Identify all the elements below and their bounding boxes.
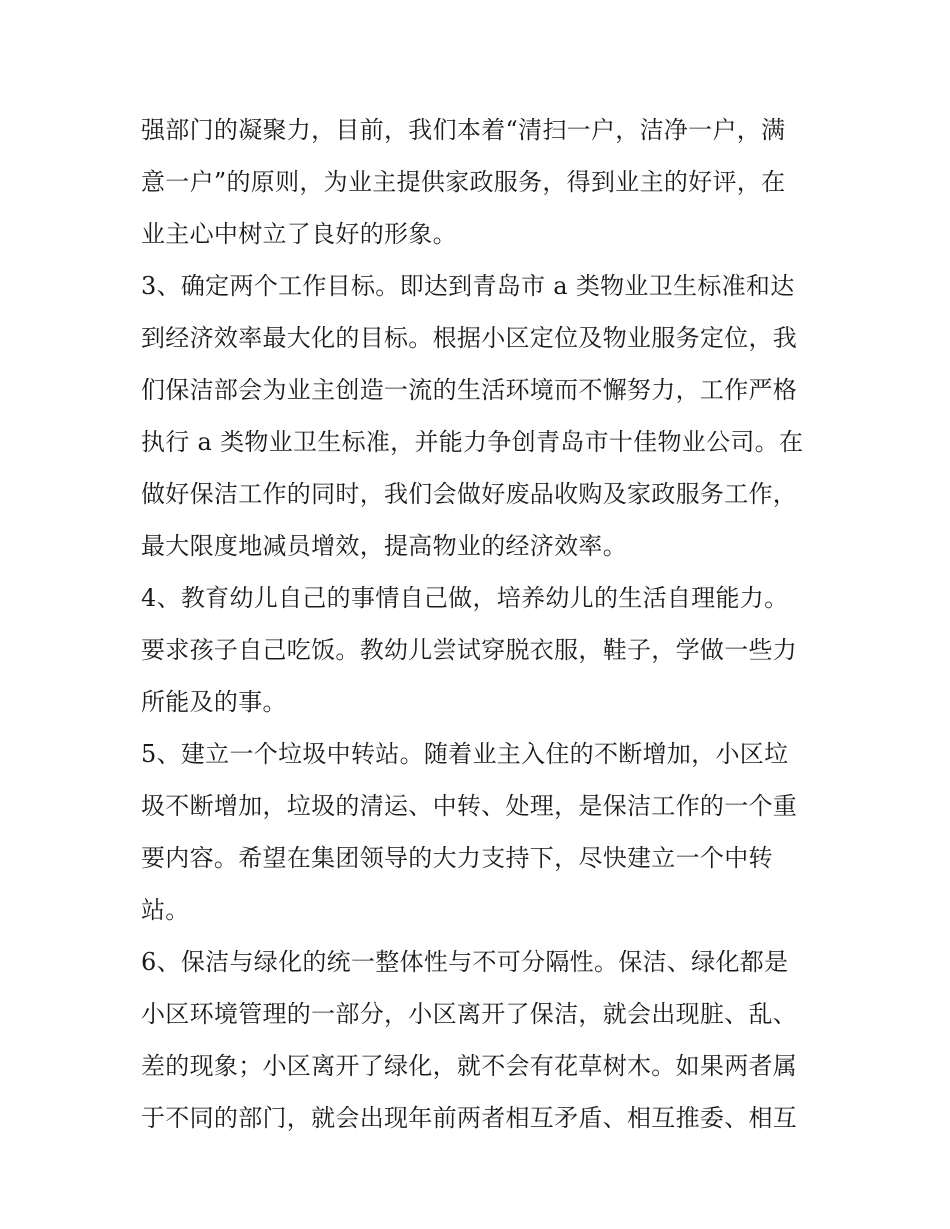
text-line: 执行 a 类物业卫生标准，并能力争创青岛市十佳物业公司。在 (141, 428, 804, 456)
text-line: 6、保洁与绿化的统一整体性与不可分隔性。保洁、绿化都是 (141, 948, 789, 976)
body-text (141, 104, 821, 1144)
text-line: 们保洁部会为业主创造一流的生活环境而不懈努力，工作严格 (141, 376, 798, 404)
text-line: 意一户”的原则，为业主提供家政服务，得到业主的好评，在 (141, 168, 786, 196)
text-line: 所能及的事。 (141, 688, 287, 716)
text-line: 于不同的部门，就会出现年前两者相互矛盾、相互推委、相互 (141, 1104, 798, 1132)
text-line: 圾不断增加，垃圾的清运、中转、处理，是保洁工作的一个重 (141, 792, 798, 820)
text-line: 要求孩子自己吃饭。教幼儿尝试穿脱衣服，鞋子，学做一些力 (141, 636, 798, 664)
text-line: 3、确定两个工作目标。即达到青岛市 a 类物业卫生标准和达 (141, 272, 795, 300)
text-line: 做好保洁工作的同时，我们会做好废品收购及家政服务工作， (141, 480, 798, 508)
text-line: 差的现象；小区离开了绿化，就不会有花草树木。如果两者属 (141, 1052, 798, 1080)
text-line: 要内容。希望在集团领导的大力支持下，尽快建立一个中转 (141, 844, 773, 872)
text-line: 最大限度地减员增效，提高物业的经济效率。 (141, 532, 627, 560)
text-line: 5、建立一个垃圾中转站。随着业主入住的不断增加，小区垃 (141, 740, 789, 768)
text-line: 强部门的凝聚力，目前，我们本着“清扫一户，洁净一户，满 (141, 116, 786, 144)
text-line: 到经济效率最大化的目标。根据小区定位及物业服务定位，我 (141, 324, 798, 352)
text-line: 业主心中树立了良好的形象。 (141, 220, 457, 248)
text-line: 4、教育幼儿自己的事情自己做，培养幼儿的生活自理能力。 (141, 584, 789, 612)
text-line: 小区环境管理的一部分，小区离开了保洁，就会出现脏、乱、 (141, 1000, 798, 1028)
text-line: 站。 (141, 896, 190, 924)
